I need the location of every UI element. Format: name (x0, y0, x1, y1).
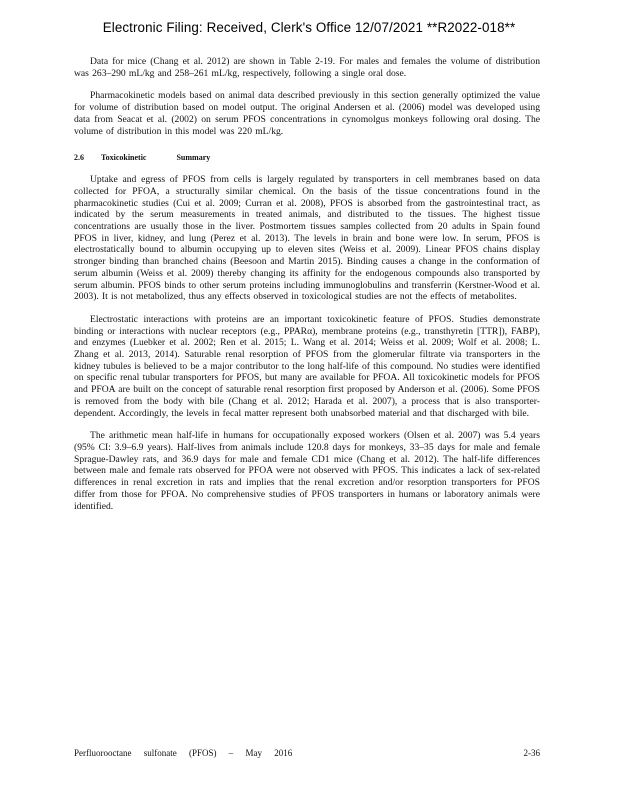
paragraph-pk-models: Pharmacokinetic models based on animal data described previously in this section generally optimized the value for volume of distribution based on model output. The original Andersen et al. (2006) model was developed using data from Seacat et al. (2002) on serum PFOS concentrations in cynomolgus monkeys following oral dosing. The volume of distribution in this model was 220 mL/kg. (74, 90, 540, 137)
paragraph-mice-volume: Data for mice (Chang et al. 2012) are shown in Table 2-19. For males and females the volume of distribution was 263–290 mL/kg and 258–261 mL/kg, respectively, following a single oral dose. (74, 56, 540, 79)
section-number: 2.6 (74, 153, 84, 163)
paragraph-half-life: The arithmetic mean half-life in humans for occupationally exposed workers (Olsen et al. 2007) was 5.4 years (95% CI: 3.9–6.9 years). Half-lives from animals include 120.8 days for monkeys, 33–35 days for male and female Sprague-Dawley rats, and 36.9 days for male and female CD1 mice (Chang et al. 2012). The half-life differences between male and female rats observed for PFOA were not observed with PFOS. This indicates a lack of sex-related differences in renal excretion in rats and implies that the renal excretion and/or resorption transporters for PFOS differ from those for PFOA. No comprehensive studies of PFOS transporters in humans or laboratory animals were identified. (74, 430, 540, 512)
section-heading (74, 153, 540, 162)
page-number: 2-36 (523, 748, 540, 758)
paragraph-electrostatic: Electrostatic interactions with proteins are an important toxicokinetic feature of PFOS. Studies demonstrate binding or interactions with nuclear receptors (e.g., PPARα), membrane proteins (e.g., transthyretin [TTR]), FABP), and enzymes (Luebker et al. 2002; Ren et al. 2015; L. Wang et al. 2014; Weiss et al. 2009; Wolf et al. 2008; L. Zhang et al. 2013, 2014). Saturable renal resorption of PFOS from the glomerular filtrate via transporters in the kidney tubules is believed to be a major contributor to the long half-life of this compound. No studies were identified on specific renal tubular transporters for PFOS, but many are available for PFOA. All toxicokinetic models for PFOS and PFOA are built on the concept of saturable renal resorption first proposed by Anderson et al. (2006). Some PFOS is removed from the body with bile (Chang et al. 2012; Harada et al. 2007), a process that is also transporter-dependent. Accordingly, the levels in fecal matter represent both unabsorbed material and that discharged with bile. (74, 313, 540, 419)
section-title: Toxicokinetic Summary (101, 153, 211, 163)
page-footer (74, 748, 540, 758)
document-body (74, 56, 540, 523)
filing-stamp: Electronic Filing: Received, Clerk's Office 12/07/2021 **R2022-018** (102, 20, 516, 35)
paragraph-uptake: Uptake and egress of PFOS from cells is largely regulated by transporters in cell membranes based on data collected for PFOA, a structurally similar chemical. On the basis of the tissue concentrations found in the pharmacokinetic studies (Cui et al. 2009; Curran et al. 2008), PFOS is absorbed from the gastrointestinal tract, as indicated by the serum measurements in treated animals, and distributed to the tissues. The highest tissue concentrations are usually those in the liver. Postmortem tissues samples collected from 20 adults in Spain found PFOS in liver, kidney, and lung (Perez et al. 2013). The levels in brain and bone were low. In serum, PFOS is electrostatically bound to albumin occupying up to eleven sites (Weiss et al. 2009). Linear PFOS chains display stronger binding than branched chains (Beesoon and Martin 2015). Binding causes a change in the conformation of serum albumin (Weiss et al. 2009) thereby changing its affinity for the endogenous compounds also transported by serum albumin. PFOS binds to other serum proteins including immunoglobulins and transferrin (Kerstner-Wood et al. 2003). It is not metabolized, thus any effects observed in toxicological studies are not the effects of metabolites. (74, 174, 540, 303)
footer-document-title: Perfluorooctane sulfonate (PFOS) – May 2016 (74, 748, 293, 758)
